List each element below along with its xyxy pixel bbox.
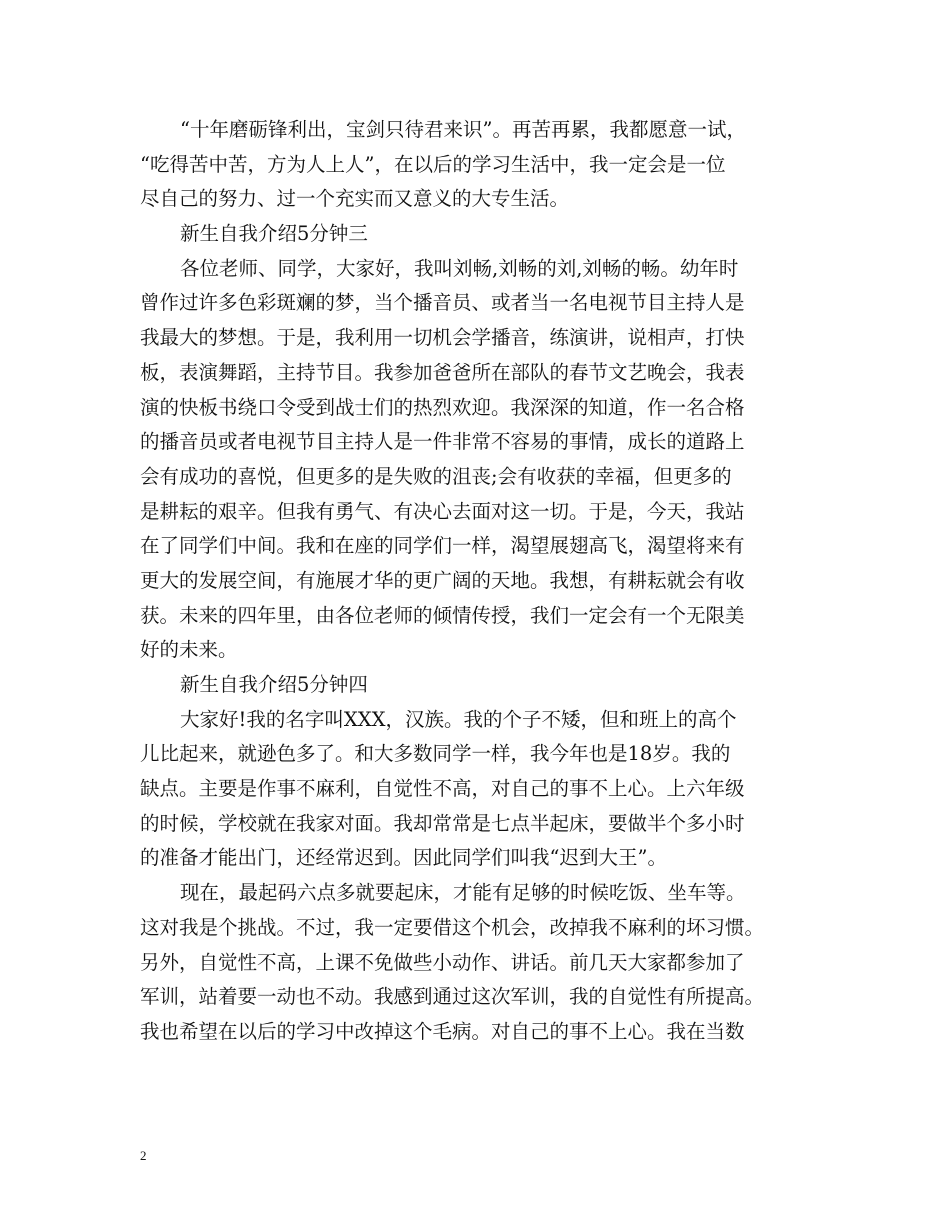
section-heading: 新生自我介绍5分钟三 (180, 222, 368, 246)
text-line: 的准备才能出门，还经常迟到。因此同学们叫我“迟到大王”。 (140, 846, 667, 870)
text-line: 的时候，学校就在我家对面。我却常常是七点半起床，要做半个多小时 (140, 811, 745, 835)
text-line: 更大的发展空间，有施展才华的更广阔的天地。我想，有耕耘就会有收 (140, 568, 745, 592)
text-line: 的播音员或者电视节目主持人是一件非常不容易的事情，成长的道路上 (140, 430, 745, 454)
page-number: 2 (140, 1148, 147, 1163)
text-line: 好的未来。 (140, 638, 238, 662)
text-line: 现在，最起码六点多就要起床，才能有足够的时候吃饭、坐车等。 (180, 881, 746, 905)
text-line: 军训，站着要一动也不动。我感到通过这次军训，我的自觉性有所提高。 (140, 985, 765, 1009)
text-line: “吃得苦中苦，方为人上人”，在以后的学习生活中，我一定会是一位 (140, 152, 726, 176)
document-body (140, 113, 820, 1050)
text-line: 我也希望在以后的学习中改掉这个毛病。对自己的事不上心。我在当数 (140, 1019, 745, 1043)
text-line: 演的快板书绕口令受到战士们的热烈欢迎。我深深的知道，作一名合格 (140, 395, 745, 419)
text-line: “十年磨砺锋利出，宝剑只待君来识”。再苦再累，我都愿意一试， (180, 118, 746, 141)
text-line: 大家好!我的名字叫XXX，汉族。我的个子不矮，但和班上的高个 (180, 707, 737, 731)
text-line: 儿比起来，就逊色多了。和大多数同学一样，我今年也是18岁。我的 (140, 742, 731, 766)
text-line: 是耕耘的艰辛。但我有勇气、有决心去面对这一切。于是，今天，我站 (140, 499, 745, 523)
text-line: 这对我是个挑战。不过，我一定要借这个机会，改掉我不麻利的坏习惯。 (140, 915, 765, 939)
text-line: 各位老师、同学，大家好，我叫刘畅,刘畅的刘,刘畅的畅。幼年时 (180, 256, 739, 280)
text-line: 在了同学们中间。我和在座的同学们一样，渴望展翅高飞，渴望将来有 (140, 534, 745, 558)
text-line: 获。未来的四年里，由各位老师的倾情传授，我们一定会有一个无限美 (140, 603, 745, 627)
text-line: 板，表演舞蹈，主持节目。我参加爸爸所在部队的春节文艺晚会，我表 (140, 360, 745, 384)
text-line: 缺点。主要是作事不麻利，自觉性不高，对自己的事不上心。上六年级 (140, 777, 745, 801)
text-line: 我最大的梦想。于是，我利用一切机会学播音，练演讲，说相声，打快 (140, 326, 745, 350)
text-line: 曾作过许多色彩斑斓的梦，当个播音员、或者当一名电视节目主持人是 (140, 291, 745, 315)
text-line: 另外，自觉性不高，上课不免做些小动作、讲话。前几天大家都参加了 (140, 950, 745, 974)
text-line: 会有成功的喜悦，但更多的是失败的沮丧;会有收获的幸福，但更多的 (140, 464, 732, 488)
section-heading: 新生自我介绍5分钟四 (180, 673, 368, 696)
text-line: 尽自己的努力、过一个充实而又意义的大专生活。 (140, 187, 570, 211)
